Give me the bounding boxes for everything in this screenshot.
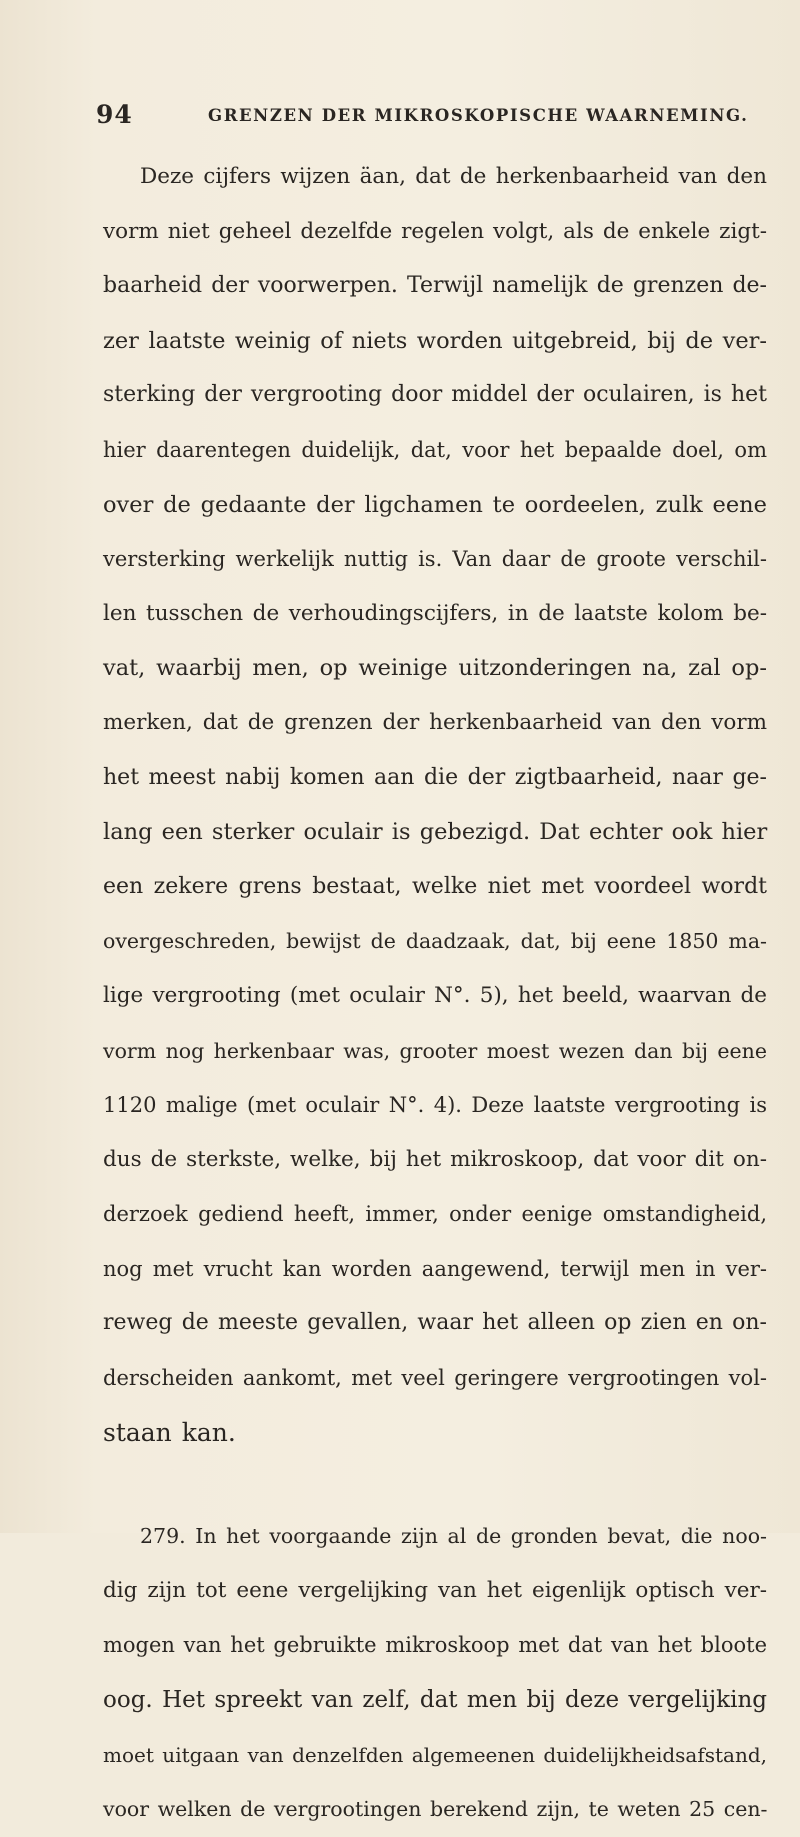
text-line: vorm nog herkenbaar was, grooter moest wezen dan bij eene: [103, 1038, 767, 1063]
text-line: 279. In het voorgaande zijn al de gronden bevat, die noo-: [140, 1524, 767, 1549]
text-line: baarheid der voorwerpen. Terwijl namelijk de grenzen de-: [103, 273, 767, 299]
text-line: moet uitgaan van denzelfden algemeenen duidelijkheidsafstand,: [103, 1742, 767, 1767]
body-text: [103, 150, 767, 1837]
text-line: 1120 malige (met oculair N°. 4). Deze laatste vergrooting is: [103, 1093, 767, 1118]
text-line: over de gedaante der ligchamen te oordeelen, zulk eene: [103, 491, 767, 518]
page-number: 94: [96, 100, 133, 129]
running-title: GRENZEN DER MIKROSKOPISCHE WAARNEMING.: [208, 106, 749, 125]
text-line: vorm niet geheel dezelfde regelen volgt, als de enkele zigt-: [103, 218, 767, 244]
text-line: overgeschreden, bewijst de daadzaak, dat, bij eene 1850 ma-: [103, 929, 767, 954]
text-line: derscheiden aankomt, met veel geringere vergrootingen vol-: [103, 1366, 767, 1391]
text-line: mogen van het gebruikte mikroskoop met dat van het bloote: [103, 1633, 767, 1658]
text-line: het meest nabij komen aan die der zigtbaarheid, naar ge-: [103, 764, 767, 790]
text-line: lige vergrooting (met oculair N°. 5), het beeld, waarvan de: [103, 982, 767, 1008]
text-line: derzoek gediend heeft, immer, onder eenige omstandigheid,: [103, 1202, 767, 1227]
text-line: voor welken de vergrootingen berekend zijn, te weten 25 cen-: [103, 1797, 768, 1822]
text-line: nog met vrucht kan worden aangewend, terwijl men in ver-: [103, 1256, 767, 1281]
text-line: merken, dat de grenzen der herkenbaarheid van den vorm: [103, 709, 767, 735]
text-line: reweg de meeste gevallen, waar het alleen op zien en on-: [103, 1310, 767, 1336]
text-line: sterking der vergrooting door middel der oculairen, is het: [103, 382, 767, 408]
text-line: dig zijn tot eene vergelijking van het eigenlijk optisch ver-: [103, 1577, 767, 1603]
text-line: zer laatste weinig of niets worden uitgebreid, bij de ver-: [103, 327, 767, 354]
text-line: oog. Het spreekt van zelf, dat men bij deze vergelijking: [103, 1687, 767, 1714]
text-line: Deze cijfers wijzen äan, dat de herkenbaarheid van den: [140, 164, 767, 189]
text-line: vat, waarbij men, op weinige uitzonderingen na, zal op-: [103, 655, 767, 682]
text-line: len tusschen de verhoudingscijfers, in de laatste kolom be-: [103, 600, 767, 626]
text-line: een zekere grens bestaat, welke niet met voordeel wordt: [103, 873, 767, 899]
text-line: staan kan.: [103, 1417, 236, 1447]
page-header: [96, 100, 756, 140]
text-line: lang een sterker oculair is gebezigd. Dat echter ook hier: [103, 819, 768, 846]
paragraph-gap: [103, 1460, 767, 1509]
text-line: hier daarentegen duidelijk, dat, voor het bepaalde doel, om: [103, 437, 767, 462]
text-line: dus de sterkste, welke, bij het mikroskoop, dat voor dit on-: [103, 1146, 767, 1172]
text-line: versterking werkelijk nuttig is. Van daar de groote verschil-: [103, 547, 767, 572]
